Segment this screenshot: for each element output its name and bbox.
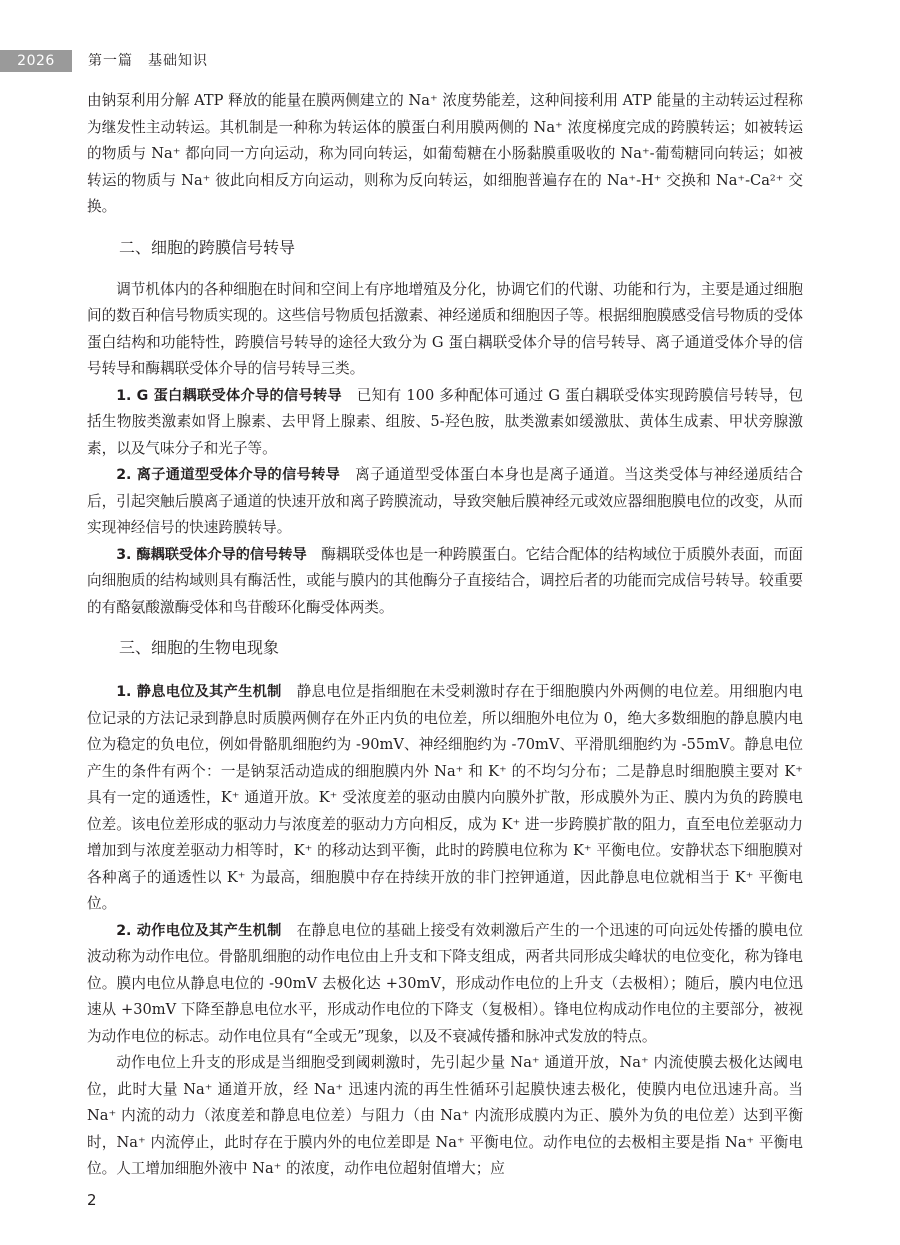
lead-action-potential: 2. 动作电位及其产生机制: [116, 922, 282, 939]
lead-g-protein: 1. G 蛋白耦联受体介导的信号转导: [116, 387, 342, 404]
year-badge: 2026: [0, 50, 72, 72]
heading-signal-transduction: 二、细胞的跨膜信号转导: [119, 237, 296, 257]
paragraph-signal-intro: 调节机体内的各种细胞在时间和空间上有序地增殖及分化，协调它们的代谢、功能和行为，主要是通过细胞间的数百种信号物质实现的。这些信号物质包括激素、神经递质和细胞因子等。根据细胞膜感受信号物质的受体蛋白结构和功能特性，跨膜信号转导的途径大致分为 G 蛋白耦联受体介导的信号转导、离子通道受体介导的信号转导和酶耦联受体介导的信号转导三类。: [87, 280, 803, 377]
lead-ion-channel: 2. 离子通道型受体介导的信号转导: [116, 467, 341, 483]
running-header: [0, 50, 900, 72]
paragraph-upstroke: 动作电位上升支的形成是当细胞受到阈刺激时，先引起少量 Na⁺ 通道开放，Na⁺ 内流使膜去极化达阈电位，此时大量 Na⁺ 通道开放，经 Na⁺ 迅速内流的再生性循环引起膜快速去极化，使膜内电位迅速升高。当 Na⁺ 内流的动力（浓度差和静息电位差）与阻力（由 Na⁺ 内流形成膜内为正、膜外为负的电位差）达到平衡时，Na⁺ 内流停止，此时存在于膜内外的电位差即是 Na⁺ 平衡电位。动作电位的去极相主要是指 Na⁺ 平衡电位。人工增加细胞外液中 Na⁺ 的浓度，动作电位超射值增大；应: [87, 1054, 803, 1177]
paragraph-resting-potential: [87, 679, 803, 918]
heading-bioelectric: 三、细胞的生物电现象: [119, 638, 280, 657]
text-enzyme-linked: 酶耦联受体也是一种跨膜蛋白。它结合配体的结构域位于质膜外表面，而面向细胞质的结构域则具有酶活性，或能与膜内的其他酶分子直接结合，调控后者的功能而完成信号转导。较重要的有酪氨酸激酶受体和鸟苷酸环化酶受体两类。: [87, 545, 803, 616]
lead-enzyme-linked: 3. 酶耦联受体介导的信号转导: [116, 546, 307, 563]
paragraph-action-potential: [87, 918, 803, 1051]
text-g-protein: 已知有 100 多种配体可通过 G 蛋白耦联受体实现跨膜信号转导，包括生物胺类激素如肾上腺素、去甲肾上腺素、组胺、5-羟色胺，肽类激素如缓激肽、黄体生成素、甲状旁腺激素，以及气味分子和光子等。: [87, 386, 803, 457]
page-number: 2: [87, 1191, 97, 1209]
text-action-potential: 在静息电位的基础上接受有效刺激后产生的一个迅速的可向远处传播的膜电位波动称为动作电位。骨骼肌细胞的动作电位由上升支和下降支组成，两者共同形成尖峰状的电位变化，称为锋电位。膜内电位从静息电位的 -90mV 去极化达 +30mV，形成动作电位的上升支（去极相）；随后，膜内电位迅速从 +30mV 下降至静息电位水平，形成动作电位的下降支（复极相）。锋电位构成动作电位的主要部分，被视为动作电位的标志。动作电位具有“全或无”现象，以及不衰减传播和脉冲式发放的特点。: [87, 921, 803, 1045]
paragraph-secondary-active-transport: 由钠泵利用分解 ATP 释放的能量在膜两侧建立的 Na⁺ 浓度势能差，这种间接利用 ATP 能量的主动转运过程称为继发性主动转运。其机制是一种称为转运体的膜蛋白利用膜两侧的 Na⁺ 浓度梯度完成的跨膜转运；如被转运的物质与 Na⁺ 都向同一方向运动，称为同向转运，如葡萄糖在小肠黏膜重吸收的 Na⁺-葡萄糖同向转运；如被转运的物质与 Na⁺ 彼此向相反方向运动，则称为反向转运，如细胞普遍存在的 Na⁺-H⁺ 交换和 Na⁺-Ca²⁺ 交换。: [87, 92, 803, 215]
text-ion-channel: 离子通道型受体蛋白本身也是离子通道。当这类受体与神经递质结合后，引起突触后膜离子通道的快速开放和离子跨膜流动，导致突触后膜神经元或效应器细胞膜电位的改变，从而实现神经信号的快速跨膜转导。: [87, 466, 803, 536]
paragraph-g-protein: [87, 383, 803, 463]
text-resting-potential: 静息电位是指细胞在未受刺激时存在于细胞膜内外两侧的电位差。用细胞内电位记录的方法记录到静息时质膜两侧存在外正内负的电位差，所以细胞外电位为 0，绝大多数细胞的静息膜内电位为稳定的负电位，例如骨骼肌细胞约为 -90mV、神经细胞约为 -70mV、平滑肌细胞约为 -55mV。静息电位产生的条件有两个：一是钠泵活动造成的细胞膜内外 Na⁺ 和 K⁺ 的不均匀分布；二是静息时细胞膜主要对 K⁺ 具有一定的通透性，K⁺ 通道开放。K⁺ 受浓度差的驱动由膜内向膜外扩散，形成膜外为正、膜内为负的跨膜电位差。该电位差形成的驱动力与浓度差的驱动力方向相反，成为 K⁺ 进一步跨膜扩散的阻力，直至电位差驱动力增加到与浓度差驱动力相等时，K⁺ 的移动达到平衡，此时的跨膜电位称为 K⁺ 平衡电位。安静状态下细胞膜对各种离子的通透性以 K⁺ 为最高，细胞膜中存在持续开放的非门控钾通道，因此静息电位就相当于 K⁺ 平衡电位。: [87, 683, 803, 912]
paragraph-ion-channel: [87, 462, 803, 542]
section-title: 第一篇 基础知识: [88, 53, 208, 69]
lead-resting-potential: 1. 静息电位及其产生机制: [116, 684, 282, 700]
paragraph-enzyme-linked: [87, 542, 803, 622]
page-body: [87, 88, 803, 1183]
